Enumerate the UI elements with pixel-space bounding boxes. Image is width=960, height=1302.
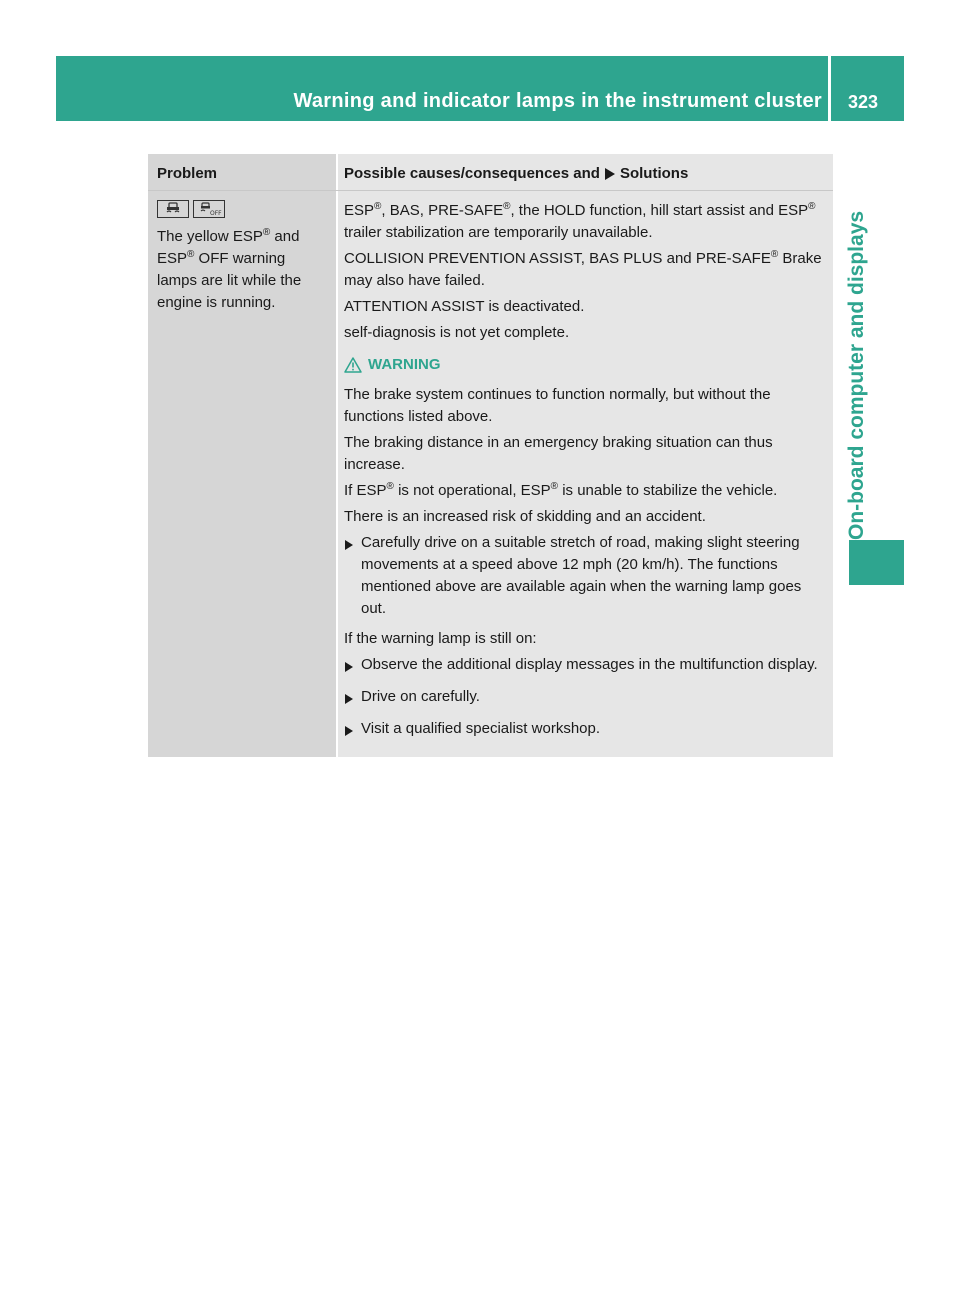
problem-text-3: ESP: [157, 250, 188, 267]
side-tab: [845, 210, 875, 570]
warning-text-3: If ESP® is not operational, ESP® is unable to stabilize the vehicle.: [344, 481, 778, 499]
step-arrow-icon: [344, 654, 361, 680]
registered-mark: ®: [262, 227, 271, 238]
warning-text-1: The brake system continues to function normally, but without the functions listed above.: [344, 386, 771, 425]
problem-description: [157, 226, 329, 314]
problem-text-4: OFF warning lamps are lit while the engine is running.: [157, 250, 302, 311]
cause-line-6: self-diagnosis is not yet complete.: [344, 324, 570, 341]
warning-triangle-icon: [344, 357, 362, 373]
column-header-problem: Problem: [157, 165, 218, 182]
page-header: [56, 56, 904, 121]
esp-off-warning-lamp-icon: [193, 200, 225, 218]
header-divider: [828, 56, 831, 121]
problem-table: [148, 154, 833, 757]
column-header-solutions-text: Solutions: [619, 165, 689, 182]
step-item: [344, 686, 829, 712]
warning-text-2: The braking distance in an emergency braking situation can thus increase.: [344, 434, 773, 473]
warning-heading: [344, 354, 829, 376]
step-text: Carefully drive on a suitable stretch of road, making slight steering movements at a speed above 12 mph (20 km/h). The functions mentioned above are available again when the warning lamp goes out.: [361, 534, 802, 617]
side-tab-label: On-board computer and displays: [845, 210, 868, 540]
step-item: [344, 718, 829, 744]
step-text: Drive on carefully.: [361, 688, 480, 705]
cause-line-3: COLLISION PREVENTION ASSIST, BAS PLUS and PRE-SAFE® Brake may also have failed.: [344, 249, 822, 289]
step-arrow-icon: [344, 532, 361, 620]
warning-text-4: There is an increased risk of skidding and an accident.: [344, 508, 706, 525]
play-arrow-icon: [604, 167, 616, 181]
problem-text-1: The yellow ESP: [157, 228, 263, 245]
lamp-icons: [157, 200, 225, 218]
step-arrow-icon: [344, 718, 361, 744]
header-row-divider: [148, 190, 833, 191]
step-text: Visit a qualified specialist workshop.: [361, 720, 601, 737]
cause-line-1: ESP®, BAS, PRE-SAFE®, the HOLD function, hill start assist and ESP® trailer stabilization are temporarily unavailable.: [344, 201, 816, 241]
svg-text:OFF: OFF: [210, 210, 222, 217]
column-header-causes-text: Possible causes/consequences and: [344, 165, 600, 182]
causes-content: [344, 200, 829, 750]
header-title: Warning and indicator lamps in the instrument cluster: [293, 90, 822, 112]
step-item: [344, 654, 829, 680]
step-item: [344, 532, 829, 620]
warning-label: WARNING: [368, 356, 441, 373]
problem-text-2: and: [270, 228, 300, 245]
column-header-causes: [344, 165, 688, 182]
if-still-on-text: If the warning lamp is still on:: [344, 630, 537, 647]
step-text: Observe the additional display messages in the multifunction display.: [361, 656, 818, 673]
registered-mark: ®: [187, 249, 195, 260]
cause-line-5: ATTENTION ASSIST is deactivated.: [344, 298, 585, 315]
page-number: 323: [847, 92, 878, 112]
step-arrow-icon: [344, 686, 361, 712]
esp-warning-lamp-icon: [157, 200, 189, 218]
